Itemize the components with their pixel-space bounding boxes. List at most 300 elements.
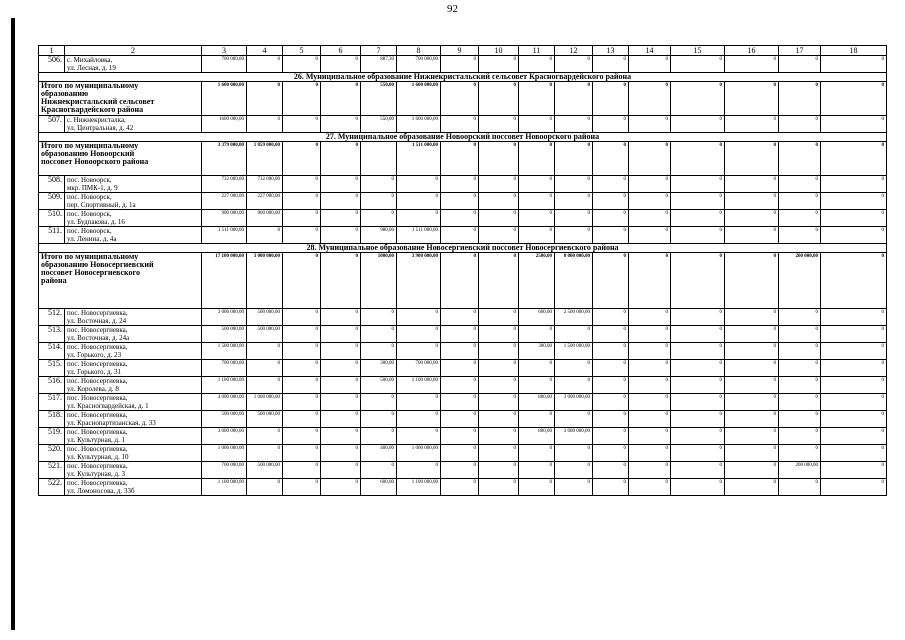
value-cell: 0 (519, 445, 555, 462)
section-header-row (39, 133, 887, 142)
total-label-cell (39, 142, 202, 176)
value-cell: 500 000,00 (247, 309, 283, 326)
value-cell: 0 (321, 210, 361, 227)
value-cell: 1 500 000,00 (555, 343, 593, 360)
total-value-cell: 3 000 000,00 (247, 253, 283, 309)
value-cell: 0 (629, 227, 671, 244)
value-cell: 0 (593, 445, 629, 462)
value-cell: 0 (629, 462, 671, 479)
address-cell (65, 176, 202, 193)
value-cell: 0 (779, 428, 821, 445)
value-cell: 0 (555, 360, 593, 377)
value-cell: 0 (519, 193, 555, 210)
value-cell: 0 (779, 227, 821, 244)
column-number-cell: 5 (283, 46, 321, 56)
value-cell: 0 (519, 462, 555, 479)
value-cell: 0 (629, 411, 671, 428)
value-cell: 3 000 000,00 (555, 428, 593, 445)
value-cell: 0 (441, 411, 479, 428)
value-cell: 0 (821, 445, 887, 462)
value-cell: 732 000,00 (202, 176, 247, 193)
value-cell: 0 (629, 428, 671, 445)
value-cell: 0 (283, 394, 321, 411)
total-value-cell: 0 (821, 253, 887, 309)
value-cell: 0 (519, 227, 555, 244)
value-cell: 0 (247, 116, 283, 133)
value-cell: 0 (441, 116, 479, 133)
address-line: ул. Лесная, д. 19 (67, 64, 116, 72)
address-cell (65, 411, 202, 428)
value-cell: 0 (441, 445, 479, 462)
row-number-cell: 516. (39, 377, 65, 394)
value-cell: 0 (779, 176, 821, 193)
address-line: пос. Новосергиевка, (67, 411, 128, 419)
value-cell: 400,00 (361, 445, 397, 462)
value-cell: 0 (555, 193, 593, 210)
address-line: ул. Красногвардейская, д. 1 (67, 402, 149, 410)
value-cell: 0 (321, 227, 361, 244)
address-cell (65, 428, 202, 445)
property-row (39, 360, 887, 377)
value-cell: 700 000,00 (397, 56, 441, 73)
value-cell: 0 (779, 210, 821, 227)
address-line: пос. Новосергиевка, (67, 394, 128, 402)
property-row (39, 309, 887, 326)
address-line: ул. Восточная, д. 24 (67, 317, 127, 325)
address-line: мкр. ПМК-1, д. 9 (67, 184, 118, 192)
value-cell: 0 (821, 56, 887, 73)
value-cell: 0 (479, 309, 519, 326)
value-cell: 0 (725, 462, 779, 479)
value-cell: 0 (671, 377, 725, 394)
value-cell: 0 (519, 326, 555, 343)
value-cell: 0 (247, 377, 283, 394)
value-cell: 0 (555, 411, 593, 428)
value-cell: 0 (725, 309, 779, 326)
value-cell: 0 (671, 360, 725, 377)
value-cell: 1 000 000,00 (247, 394, 283, 411)
value-cell: 0 (821, 227, 887, 244)
value-cell: 0 (441, 428, 479, 445)
value-cell: 3 000 000,00 (555, 394, 593, 411)
total-value-cell: 0 (555, 82, 593, 116)
value-cell: 0 (479, 377, 519, 394)
value-cell: 0 (397, 210, 441, 227)
value-cell: 0 (283, 411, 321, 428)
total-value-cell: 17 100 000,00 (202, 253, 247, 309)
property-row (39, 326, 887, 343)
value-cell: 1 100 000,00 (397, 479, 441, 496)
address-line: пос. Новосергиевка, (67, 343, 128, 351)
value-cell: 0 (593, 193, 629, 210)
address-cell (65, 445, 202, 462)
total-label-line: Итого по муниципальному (41, 81, 139, 90)
value-cell: 0 (321, 360, 361, 377)
total-value-cell: 0 (779, 142, 821, 176)
total-value-cell: 0 (593, 142, 629, 176)
municipality-total-row (39, 253, 887, 309)
value-cell: 0 (397, 176, 441, 193)
value-cell: 0 (441, 309, 479, 326)
address-line: пос. Новосергиевка, (67, 377, 128, 385)
section-header-row (39, 73, 887, 82)
column-number-cell: 8 (397, 46, 441, 56)
property-row (39, 411, 887, 428)
value-cell: 0 (321, 343, 361, 360)
value-cell: 0 (397, 394, 441, 411)
total-value-cell: 0 (671, 82, 725, 116)
total-value-cell: 0 (283, 82, 321, 116)
value-cell: 0 (519, 56, 555, 73)
property-row (39, 176, 887, 193)
total-value-cell: 0 (671, 142, 725, 176)
total-value-cell: 0 (725, 82, 779, 116)
row-number-cell: 507. (39, 116, 65, 133)
value-cell: 500 000,00 (247, 326, 283, 343)
value-cell: 0 (593, 176, 629, 193)
value-cell: 0 (779, 343, 821, 360)
value-cell: 0 (593, 479, 629, 496)
value-cell: 0 (725, 445, 779, 462)
address-line: пос. Новоорск, (67, 227, 112, 235)
column-number-cell: 13 (593, 46, 629, 56)
value-cell: 0 (321, 411, 361, 428)
address-line: пос. Новоорск, (67, 193, 112, 201)
address-cell (65, 394, 202, 411)
value-cell: 0 (441, 326, 479, 343)
value-cell: 0 (725, 479, 779, 496)
address-line: ул. Культурная, д. 1 (67, 436, 126, 444)
row-number-cell: 508. (39, 176, 65, 193)
value-cell: 0 (283, 479, 321, 496)
address-line: ул. Краснопартизанская, д. 33 (67, 419, 156, 427)
property-row (39, 227, 887, 244)
value-cell: 0 (671, 394, 725, 411)
address-line: ул. Ломоносова, д. 33б (67, 487, 135, 495)
property-row (39, 428, 887, 445)
value-cell: 0 (671, 193, 725, 210)
value-cell: 1600 000,00 (202, 116, 247, 133)
address-cell (65, 309, 202, 326)
value-cell: 0 (671, 326, 725, 343)
address-line: ул. Центральная, д. 42 (67, 124, 134, 132)
column-number-cell: 6 (321, 46, 361, 56)
total-label-line: поссовет Новосергиевского (41, 268, 140, 277)
value-cell: 0 (247, 343, 283, 360)
address-line: с. Михайловка, (67, 56, 113, 64)
value-cell: 0 (283, 428, 321, 445)
value-cell: 700 000,00 (202, 462, 247, 479)
value-cell: 0 (283, 445, 321, 462)
value-cell: 0 (479, 411, 519, 428)
total-value-cell (361, 142, 397, 176)
value-cell: 0 (821, 116, 887, 133)
address-line: пос. Новоорск, (67, 210, 112, 218)
value-cell: 0 (821, 479, 887, 496)
value-cell: 1 511 000,00 (202, 227, 247, 244)
address-cell (65, 116, 202, 133)
column-number-cell: 11 (519, 46, 555, 56)
address-cell (65, 326, 202, 343)
property-row (39, 56, 887, 73)
total-value-cell: 0 (441, 253, 479, 309)
value-cell: 0 (479, 343, 519, 360)
property-row (39, 193, 887, 210)
address-cell (65, 227, 202, 244)
value-cell: 0 (283, 326, 321, 343)
row-number-cell: 512. (39, 309, 65, 326)
value-cell: 0 (725, 394, 779, 411)
value-cell: 500 000,00 (202, 326, 247, 343)
total-label-line: образованию Новоорский (41, 149, 135, 158)
value-cell: 0 (671, 479, 725, 496)
value-cell: 900 000,00 (202, 210, 247, 227)
value-cell: 0 (441, 227, 479, 244)
column-number-cell: 17 (779, 46, 821, 56)
address-cell (65, 479, 202, 496)
row-number-cell: 520. (39, 445, 65, 462)
value-cell: 0 (555, 377, 593, 394)
property-row (39, 479, 887, 496)
value-cell: 0 (441, 193, 479, 210)
value-cell: 0 (593, 462, 629, 479)
total-value-cell: 0 (593, 82, 629, 116)
property-row (39, 116, 887, 133)
value-cell: 0 (441, 56, 479, 73)
column-number-cell: 12 (555, 46, 593, 56)
total-value-cell: 1 600 000,00 (397, 82, 441, 116)
value-cell: 0 (519, 176, 555, 193)
total-value-cell: 0 (629, 253, 671, 309)
value-cell: 0 (555, 479, 593, 496)
row-number-cell: 513. (39, 326, 65, 343)
value-cell: 0 (441, 377, 479, 394)
total-value-cell: 0 (629, 142, 671, 176)
total-value-cell: 2500,00 (519, 253, 555, 309)
address-line: ул. Восточная, д. 24а (67, 334, 130, 342)
address-cell (65, 360, 202, 377)
address-cell (65, 343, 202, 360)
value-cell: 600,00 (361, 479, 397, 496)
value-cell: 0 (725, 411, 779, 428)
total-value-cell: 0 (479, 253, 519, 309)
value-cell: 0 (441, 210, 479, 227)
value-cell: 500,00 (361, 377, 397, 394)
total-value-cell: 1 511 000,00 (397, 142, 441, 176)
value-cell: 0 (555, 462, 593, 479)
value-cell: 0 (519, 210, 555, 227)
value-cell: 0 (725, 227, 779, 244)
address-line: пос. Новосергиевка, (67, 326, 128, 334)
column-number-cell: 4 (247, 46, 283, 56)
row-number-cell: 506. (39, 56, 65, 73)
value-cell: 600,00 (519, 309, 555, 326)
value-cell: 0 (321, 445, 361, 462)
value-cell: 0 (321, 428, 361, 445)
row-number-cell: 521. (39, 462, 65, 479)
address-cell (65, 377, 202, 394)
value-cell: 0 (629, 116, 671, 133)
value-cell: 500 000,00 (202, 411, 247, 428)
address-line: ул. Ленина, д. 4а (67, 235, 117, 243)
value-cell: 0 (361, 176, 397, 193)
value-cell: 0 (321, 479, 361, 496)
value-cell: 2 500 000,00 (555, 309, 593, 326)
value-cell: 0 (361, 193, 397, 210)
total-value-cell: 1 600 000,00 (202, 82, 247, 116)
value-cell: 0 (779, 193, 821, 210)
address-line: ул. Горького, д. 23 (67, 351, 122, 359)
register-table (38, 45, 887, 496)
total-value-cell: 0 (479, 82, 519, 116)
value-cell: 0 (397, 326, 441, 343)
address-cell (65, 462, 202, 479)
value-cell: 0 (321, 193, 361, 210)
value-cell: 0 (629, 377, 671, 394)
value-cell: 0 (629, 193, 671, 210)
value-cell: 0 (321, 462, 361, 479)
value-cell: 0 (725, 210, 779, 227)
value-cell: 0 (725, 56, 779, 73)
value-cell: 0 (247, 479, 283, 496)
value-cell: 700 000,00 (397, 360, 441, 377)
property-row (39, 377, 887, 394)
value-cell: 0 (555, 326, 593, 343)
value-cell: 0 (779, 116, 821, 133)
value-cell: 0 (321, 176, 361, 193)
value-cell: 0 (361, 428, 397, 445)
value-cell: 0 (725, 360, 779, 377)
column-number-cell: 18 (821, 46, 887, 56)
property-row (39, 210, 887, 227)
value-cell: 0 (361, 394, 397, 411)
value-cell: 1 500 000,00 (202, 343, 247, 360)
value-cell: 4 000 000,00 (202, 394, 247, 411)
value-cell: 0 (283, 462, 321, 479)
value-cell: 0 (283, 210, 321, 227)
value-cell: 800,00 (519, 394, 555, 411)
value-cell: 0 (593, 377, 629, 394)
value-cell: 0 (779, 326, 821, 343)
value-cell: 0 (821, 462, 887, 479)
value-cell: 0 (479, 479, 519, 496)
value-cell: 0 (321, 116, 361, 133)
value-cell: 0 (629, 479, 671, 496)
value-cell: 0 (629, 309, 671, 326)
value-cell: 0 (593, 56, 629, 73)
total-value-cell: 1 859 000,00 (247, 142, 283, 176)
value-cell: 0 (479, 462, 519, 479)
value-cell: 0 (821, 193, 887, 210)
value-cell: 0 (779, 360, 821, 377)
value-cell: 0 (283, 193, 321, 210)
total-value-cell: 0 (671, 253, 725, 309)
value-cell: 800,00 (519, 428, 555, 445)
total-value-cell: 0 (593, 253, 629, 309)
column-number-row (39, 46, 887, 56)
value-cell: 0 (779, 377, 821, 394)
value-cell: 0 (397, 462, 441, 479)
total-value-cell: 0 (519, 142, 555, 176)
value-cell: 0 (321, 377, 361, 394)
value-cell: 700 000,00 (202, 56, 247, 73)
row-number-cell: 511. (39, 227, 65, 244)
value-cell: 0 (779, 394, 821, 411)
property-row (39, 462, 887, 479)
value-cell: 0 (283, 377, 321, 394)
value-cell: 0 (441, 479, 479, 496)
total-value-cell: 0 (441, 142, 479, 176)
value-cell: 0 (821, 210, 887, 227)
total-value-cell: 0 (247, 82, 283, 116)
value-cell: 887,30 (361, 56, 397, 73)
value-cell: 0 (593, 210, 629, 227)
value-cell: 0 (555, 445, 593, 462)
value-cell: 0 (441, 343, 479, 360)
value-cell: 0 (479, 56, 519, 73)
value-cell: 0 (479, 176, 519, 193)
value-cell: 500 000,00 (247, 411, 283, 428)
value-cell: 500 000,00 (247, 462, 283, 479)
value-cell: 0 (593, 428, 629, 445)
value-cell: 0 (555, 176, 593, 193)
total-value-cell: 3 900 000,00 (397, 253, 441, 309)
address-cell (65, 56, 202, 73)
value-cell: 0 (321, 394, 361, 411)
value-cell: 0 (519, 377, 555, 394)
value-cell: 0 (479, 326, 519, 343)
page-number: 92 (447, 3, 458, 15)
value-cell: 0 (725, 116, 779, 133)
value-cell: 0 (479, 116, 519, 133)
address-line: пос. Новосергиевка, (67, 309, 128, 317)
value-cell: 0 (593, 227, 629, 244)
property-row (39, 445, 887, 462)
value-cell: 0 (283, 343, 321, 360)
value-cell: 0 (629, 394, 671, 411)
total-value-cell: 0 (821, 82, 887, 116)
address-line: пос. Новосергиевка, (67, 445, 128, 453)
value-cell: 0 (725, 326, 779, 343)
value-cell: 0 (441, 462, 479, 479)
value-cell: 0 (629, 176, 671, 193)
address-line: пос. Новосергиевка, (67, 360, 128, 368)
address-cell (65, 193, 202, 210)
total-value-cell: 0 (725, 253, 779, 309)
address-cell (65, 210, 202, 227)
value-cell: 0 (361, 326, 397, 343)
value-cell: 700 000,00 (202, 360, 247, 377)
value-cell: 0 (725, 176, 779, 193)
row-number-cell: 509. (39, 193, 65, 210)
value-cell: 1 100 000,00 (202, 377, 247, 394)
value-cell: 1 511 000,00 (397, 227, 441, 244)
value-cell: 0 (247, 227, 283, 244)
value-cell: 0 (283, 116, 321, 133)
value-cell: 980,00 (361, 227, 397, 244)
total-label-line: образованию (41, 89, 89, 98)
value-cell: 0 (671, 309, 725, 326)
value-cell: 0 (479, 428, 519, 445)
value-cell: 0 (629, 343, 671, 360)
address-line: пос. Новоорск, (67, 176, 112, 184)
value-cell: 0 (479, 394, 519, 411)
value-cell: 0 (321, 56, 361, 73)
address-line: пос. Новосергиевка, (67, 428, 128, 436)
row-number-cell: 514. (39, 343, 65, 360)
value-cell: 550,00 (361, 116, 397, 133)
column-number-cell: 2 (65, 46, 202, 56)
